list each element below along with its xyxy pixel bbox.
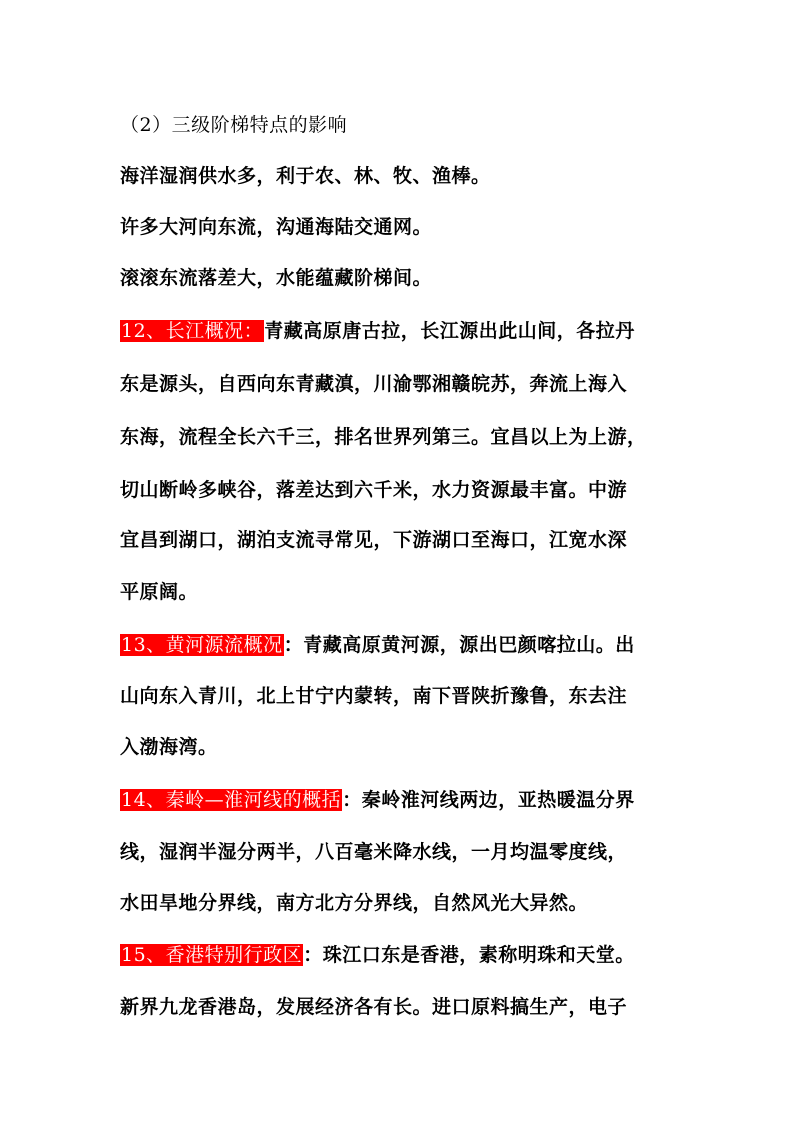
item-14-line: 线，湿润半湿分两半，八百毫米降水线，一月均温零度线，: [120, 841, 628, 863]
section-title: （2）三级阶梯特点的影响: [120, 114, 348, 136]
item-15-line: 新界九龙香港岛，发展经济各有长。进口原料搞生产，电子: [120, 996, 628, 1018]
item-13-text: ：青藏高原黄河源，源出巴颜喀拉山。出: [283, 634, 635, 656]
item-15-heading: 15、香港特别行政区: [121, 944, 303, 966]
item-12-line: [120, 318, 700, 344]
item-13-line: 入渤海湾。: [120, 736, 218, 758]
item-14-heading: 14、秦岭—淮河线的概括: [121, 789, 342, 811]
item-12-line: 平原阔。: [120, 581, 199, 603]
item-13-line: [120, 632, 700, 658]
item-13-heading: 13、黄河源流概况: [121, 634, 283, 656]
item-14-line: [120, 787, 700, 813]
item-12-heading: 12、长江概况：: [121, 320, 264, 342]
item-14-text: ：秦岭淮河线两边，亚热暖温分界: [342, 789, 635, 811]
item-12-text: 青藏高原唐古拉，长江源出此山间，各拉丹: [264, 320, 635, 342]
poem-line: 滚滚东流落差大，水能蕴藏阶梯间。: [120, 267, 433, 289]
item-13-line: 山向东入青川，北上甘宁内蒙转，南下晋陕折豫鲁，东去注: [120, 685, 628, 707]
item-14-line: 水田旱地分界线，南方北方分界线，自然风光大异然。: [120, 892, 589, 914]
item-12-line: 东是源头，自西向东青藏滇，川渝鄂湘赣皖苏，奔流上海入: [120, 373, 628, 395]
item-12-line: 东海，流程全长六千三，排名世界列第三。宜昌以上为上游，: [120, 426, 647, 448]
item-12-line: 切山断岭多峡谷，落差达到六千米，水力资源最丰富。中游: [120, 479, 628, 501]
poem-line: 许多大河向东流，沟通海陆交通网。: [120, 216, 433, 238]
item-12-line: 宜昌到湖口，湖泊支流寻常见，下游湖口至海口，江宽水深: [120, 529, 628, 551]
poem-line: 海洋湿润供水多，利于农、林、牧、渔棒。: [120, 165, 491, 187]
item-15-text: ：珠江口东是香港，素称明珠和天堂。: [303, 944, 635, 966]
item-15-line: [120, 942, 700, 968]
